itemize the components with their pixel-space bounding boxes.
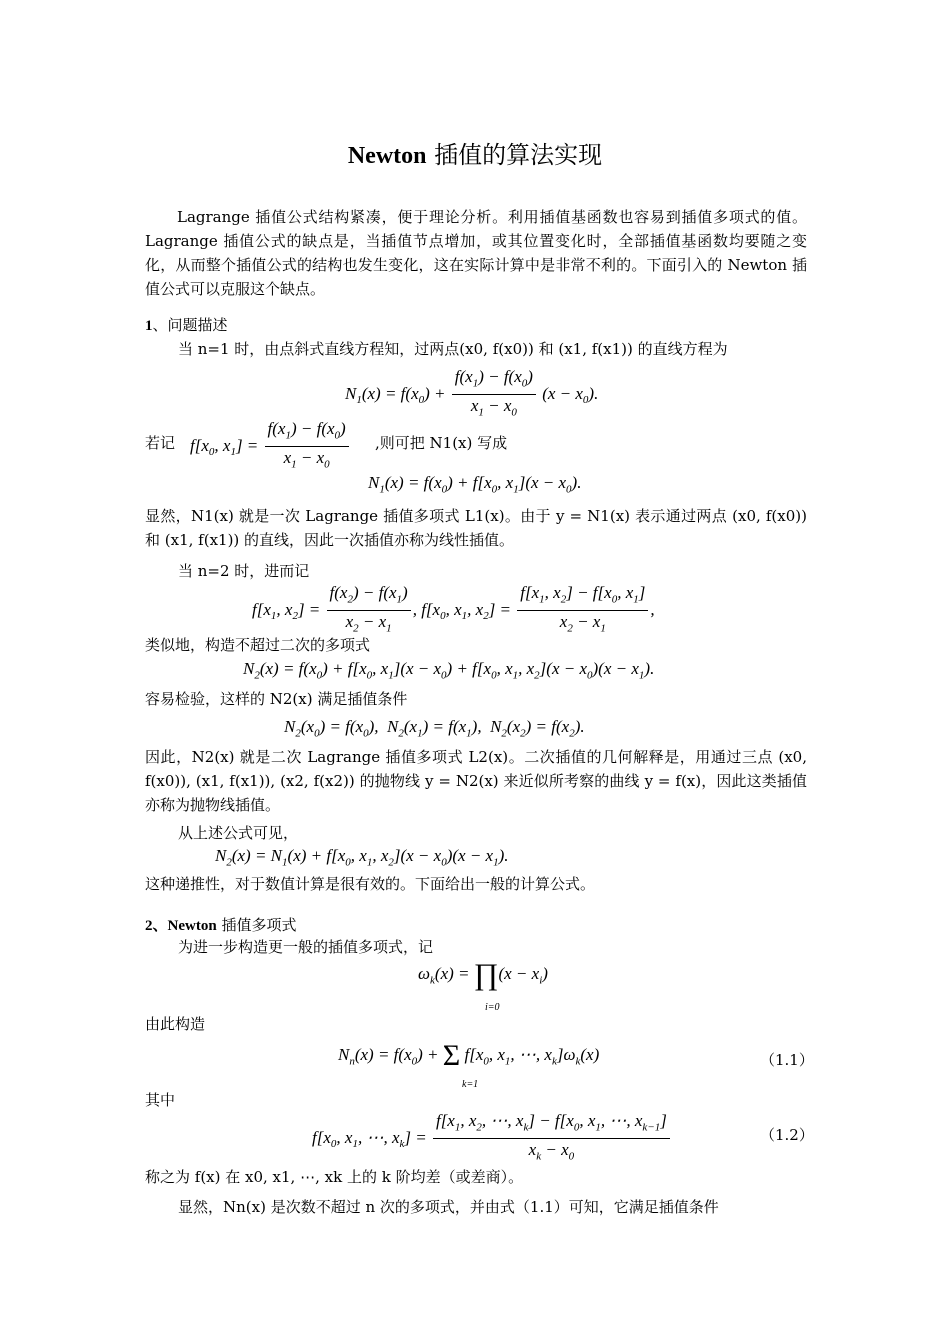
eq-omega: $\omega_k(x)$ = ∏(x − $x_i$) [418,958,548,992]
section2-p-name: 称之为 f(x) 在 x0, x1, ⋯, xk 上的 k 阶均差（或差商）。 [145,1168,524,1186]
section2-heading [145,914,296,937]
section1-heading [145,314,228,337]
section1-p-n2: 当 n=2 时，进而记 [178,562,310,580]
eq-1-1-lower-limit: k=1 [462,1079,479,1090]
page-title [0,138,950,173]
eq-recursion: $N_2(x) = N_1(x) + f[x_0$, $x_1$, $x_2](x - x_0)(x - x_1)$. [215,846,509,869]
section2-title-latin: 、Newton [152,918,217,934]
eq-n1: $N_1(x) = f(x_0)$ + $\frac{f(x_1) - f(x_0)}{x_1 - x_0}$ $(x - x_0)$. [345,367,599,419]
section1-number: 1 [145,318,153,334]
eq-n2: $N_2(x) = f(x_0) + f[x_0$, $x_1](x - x_0) + f[x_0$, $x_1$, $x_2](x - x_0)(x - x_1)$. [243,659,655,682]
eq-conditions: $N_2(x_0) = f(x_0)$, $N_2(x_1) = f(x_1)$, $N_2(x_2) = f(x_2)$. [284,717,585,740]
section1-p-therefore: 因此，N2(x) 就是二次 Lagrange 插值多项式 L2(x)。二次插值的几何解释是，用通过三点 (x0, f(x0)), (x1, f(x1)), (x2, f(x2)) 的抛物线 y = N2(x) 来近似所考察的曲线 y = f(x)，因此这类插值亦称为抛物线插值。 [145,748,807,814]
section1-p-similar: 类似地，构造不超过二次的多项式 [145,636,371,654]
section2-p-last: 显然，Nn(x) 是次数不超过 n 次的多项式，并由式（1.1）可知，它满足插值条件 [178,1198,719,1216]
eq-1-2-number: （1.2） [760,1126,814,1144]
section1-p-obvious: 显然，N1(x) 就是一次 Lagrange 插值多项式 L1(x)。由于 y = N1(x) 表示通过两点 (x0, f(x0)) 和 (x1, f(x1)) 的直线，因此一次插值亦称为线性插值。 [145,507,807,549]
section1-note-suffix: ,则可把 N1(x) 写成 [375,434,508,452]
eq-n1b: $N_1(x) = f(x_0) + f[x_0$, $x_1](x - x_0)$. [368,473,582,496]
eq-1-1: $N_n(x) = f(x_0) + \Sigma$ $f[x_0$, $x_1$, ⋯, $x_k]\omega_k(x)$ [338,1039,600,1073]
title-cjk: 插值的算法实现 [434,141,603,169]
section1-title: 、问题描述 [152,316,228,334]
section1-note-prefix: 若记 [145,434,176,452]
section1-p-rec: 这种递推性，对于数值计算是很有效的。下面给出一般的计算公式。 [145,875,596,893]
section1-p-check: 容易检验，这样的 N2(x) 满足插值条件 [145,690,408,708]
eq-1-2: $f[x_0$, $x_1$, ⋯, $x_k$] = $\frac{f[x_1, x_2, \cdots, x_k] - f[x_0, x_1, \cdots, x_{k-1}]}{x_k - x_0}$ [312,1110,672,1168]
section2-p-build: 由此构造 [145,1015,206,1033]
section2-title-cjk: 插值多项式 [221,916,297,934]
eq-omega-lower-limit: i=0 [485,1002,500,1013]
section1-p-n1: 当 n=1 时，由点斜式直线方程知，过两点(x0, f(x0)) 和 (x1, f(x1)) 的直线方程为 [178,340,728,358]
section2-p-intro: 为进一步构造更一般的插值多项式，记 [178,938,434,956]
section1-p-from: 从上述公式可见， [178,824,299,842]
eq-n2def: $f[x_1$, $x_2$] = $\frac{f(x_2) - f(x_1)}{x_2 - x_1}$ , $f[x_0$, $x_1$, $x_2$] = $\frac{f[x_1, x_2] - f[x_0, x_1]}{x_2 - x_1}$ , [252,583,655,635]
title-latin: Newton [347,143,427,169]
eq-1-1-number: （1.1） [760,1051,814,1069]
section2-number: 2 [145,918,153,934]
section2-p-where: 其中 [145,1091,176,1109]
intro-paragraph: Lagrange 插值公式结构紧凑，便于理论分析。利用插值基函数也容易到插值多项式的值。Lagrange 插值公式的缺点是，当插值节点增加，或其位置变化时，全部插值基函数均要随之变化，从而整个插值公式的结构也发生变化，这在实际计算中是非常不利的。下面引入的 Newton 插值公式可以克服这个缺点。 [145,208,807,298]
eq-note: $f[x_0$, $x_1$] = $\frac{f(x_1) - f(x_0)}{x_1 - x_0}$ [190,418,351,476]
